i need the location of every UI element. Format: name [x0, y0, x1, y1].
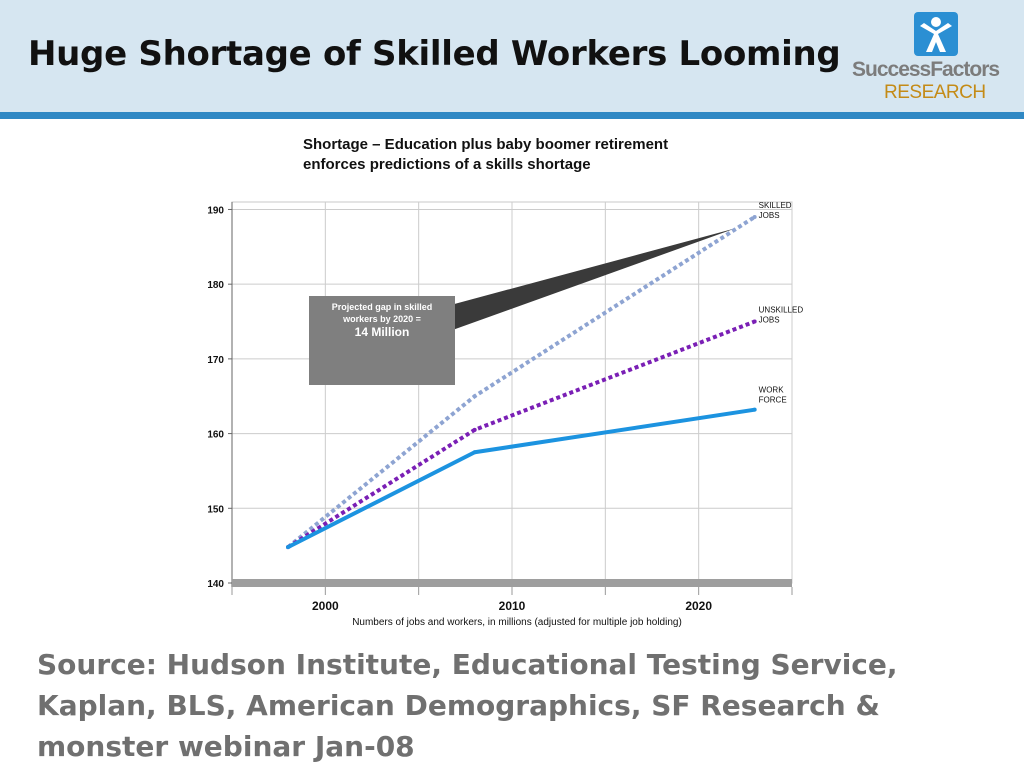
y-tick-label: 140: [207, 579, 224, 590]
x-axis-band: [232, 579, 792, 587]
series-label: WORK: [758, 385, 784, 395]
y-tick-label: 180: [207, 280, 224, 292]
series-point: [753, 320, 757, 324]
page-title: Huge Shortage of Skilled Workers Looming: [28, 34, 841, 74]
series-point: [473, 394, 477, 398]
series-label: FORCE: [758, 395, 787, 405]
header-rule: [0, 112, 1024, 119]
series-label: SKILLED: [758, 200, 792, 210]
successfactors-logo: [852, 10, 1020, 110]
series-point: [473, 450, 477, 454]
line-chart: [190, 190, 810, 640]
series-point: [753, 215, 757, 219]
person-icon: [914, 12, 958, 56]
x-axis-label: Numbers of jobs and workers, in millions (adjusted for multiple job holding): [352, 617, 682, 628]
series-point: [473, 428, 477, 432]
x-tick-label: 2020: [685, 599, 713, 613]
logo-brand-text: SuccessFactors: [852, 58, 1000, 81]
y-tick-label: 150: [207, 504, 224, 516]
callout-text: workers by 2020 =: [343, 314, 421, 324]
callout-text: Projected gap in skilled: [331, 302, 433, 312]
series-point: [753, 408, 757, 412]
series-label: UNSKILLED: [758, 305, 804, 315]
series-label: JOBS: [758, 210, 780, 220]
source-note: Source: Hudson Institute, Educational Testing Service, Kaplan, BLS, American Demographics, SF Research & monster webinar Jan-08: [37, 648, 898, 763]
logo-research-text: RESEARCH: [884, 82, 986, 103]
x-tick-label: 2000: [311, 599, 339, 613]
y-tick-label: 160: [207, 429, 224, 441]
y-tick-label: 170: [207, 354, 224, 366]
callout-value: 14 Million: [354, 325, 410, 339]
series-label: JOBS: [758, 315, 780, 325]
series-point: [286, 545, 290, 549]
x-tick-label: 2010: [498, 599, 526, 613]
y-tick-label: 190: [207, 205, 224, 217]
chart-title: Shortage – Education plus baby boomer retirement enforces predictions of a skills shortage: [303, 136, 669, 173]
